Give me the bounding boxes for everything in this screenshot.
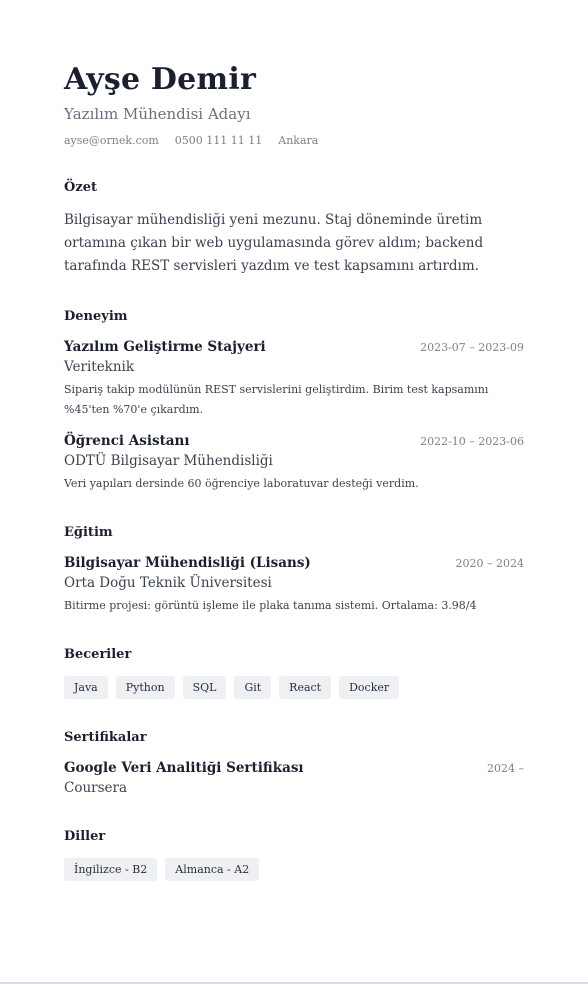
skill-chip: Python	[116, 676, 175, 699]
experience-item	[64, 338, 524, 420]
languages-section	[64, 828, 524, 881]
education-item-header	[64, 554, 524, 572]
education-school: Orta Doğu Teknik Üniversitesi	[64, 575, 272, 591]
experience-company: ODTÜ Bilgisayar Mühendisliği	[64, 453, 273, 469]
candidate-name: Ayşe Demir	[64, 62, 256, 97]
education-title: Eğitim	[64, 525, 113, 540]
experience-position: Yazılım Geliştirme Stajyeri	[64, 339, 266, 355]
languages-title: Diller	[64, 829, 106, 844]
skill-chip: Docker	[339, 676, 399, 699]
experience-company: Veriteknik	[64, 359, 135, 375]
experience-title: Deneyim	[64, 309, 128, 324]
skill-chip: Java	[64, 676, 108, 699]
certificate-issuer: Coursera	[64, 780, 128, 796]
experience-description: Sipariş takip modülünün REST servislerini geliştirdim. Birim test kapsamını %45'ten %70'e çıkardım.	[64, 383, 489, 416]
experience-dates: 2023-07 – 2023-09	[420, 341, 524, 354]
languages-list	[64, 858, 524, 881]
skill-chip: React	[279, 676, 331, 699]
education-degree: Bilgisayar Mühendisliği (Lisans)	[64, 555, 311, 571]
language-chip: Almanca - A2	[165, 858, 259, 881]
skills-title: Beceriler	[64, 647, 132, 662]
skills-list	[64, 676, 524, 699]
summary-title: Özet	[64, 180, 97, 195]
experience-item-header	[64, 432, 524, 450]
education-section	[64, 524, 524, 616]
language-chip: İngilizce - B2	[64, 858, 157, 881]
contact-phone[interactable]: 0500 111 11 11	[174, 134, 263, 147]
experience-dates: 2022-10 – 2023-06	[420, 435, 524, 448]
education-dates: 2020 – 2024	[455, 557, 524, 570]
experience-section	[64, 308, 524, 494]
experience-item	[64, 432, 524, 494]
skill-chip: Git	[234, 676, 271, 699]
summary-text: Bilgisayar mühendisliği yeni mezunu. Staj döneminde üretim ortamına çıkan bir web uygulamasında görev aldım; backend tarafında REST servisleri yazdım ve test kapsamını artırdım.	[64, 212, 484, 274]
certificate-item-header	[64, 759, 524, 777]
experience-description: Veri yapıları dersinde 60 öğrenciye laboratuvar desteği verdim.	[64, 477, 419, 490]
candidate-role: Yazılım Mühendisi Adayı	[64, 105, 251, 123]
certificate-item	[64, 759, 524, 798]
certificate-dates: 2024 –	[487, 762, 524, 775]
resume-header	[64, 62, 524, 149]
education-item	[64, 554, 524, 616]
certificates-section	[64, 729, 524, 798]
certificate-name: Google Veri Analitiği Sertifikası	[64, 760, 304, 776]
certificates-title: Sertifikalar	[64, 730, 147, 745]
experience-item-header	[64, 338, 524, 356]
contact-info	[64, 133, 524, 149]
education-description: Bitirme projesi: görüntü işleme ile plaka tanıma sistemi. Ortalama: 3.98/4	[64, 599, 477, 612]
skill-chip: SQL	[183, 676, 227, 699]
summary-section	[64, 179, 524, 278]
skills-section	[64, 646, 524, 699]
experience-position: Öğrenci Asistanı	[64, 433, 190, 449]
contact-email[interactable]: ayse@ornek.com	[64, 134, 159, 147]
contact-city: Ankara	[278, 134, 319, 147]
